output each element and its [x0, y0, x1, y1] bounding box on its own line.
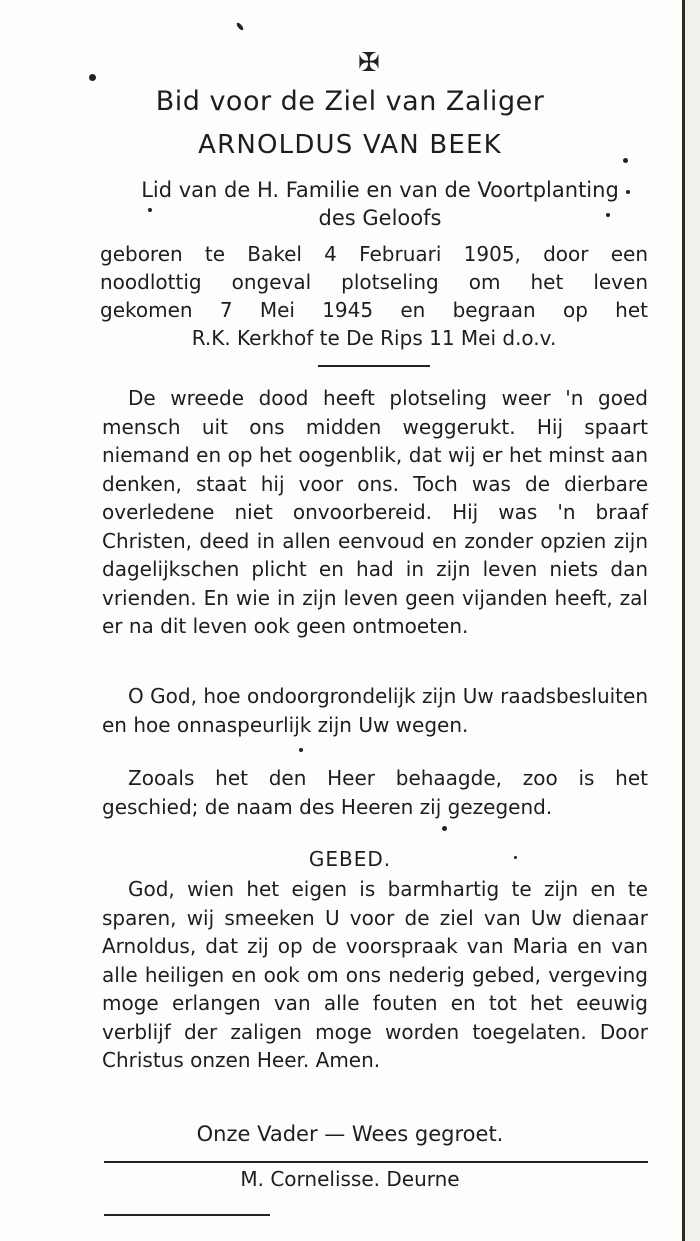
prayer-heading: GEBED.	[308, 847, 392, 871]
birth-line: geboren te Bakel 4 Februari 1905, door een	[100, 242, 648, 266]
printer-credit: M. Cornelisse. Deurne	[240, 1167, 460, 1191]
scan-speck	[442, 826, 447, 831]
birth-death-details	[100, 240, 648, 352]
paragraph-intro: De wreede dood heeft plotseling weer 'n goed mensch uit ons midden weggerukt. Hij spaart niemand en op het oogenblik, dat wij er het minst aan denken, staat hij voor ons. Toch was de dierbare overledene niet onvoorbereid. Hij was 'n braaf Christen, deed in allen eenvoud en zonder opzien zijn dagelijkschen plicht en had in zijn leven niets dan vrienden. En wie in zijn leven geen vijanden heeft, zal er na dit leven ook geen ontmoeten.	[102, 386, 648, 638]
scan-speck	[89, 74, 96, 81]
birth-line: gekomen 7 Mei 1945 en begraan op het	[100, 298, 648, 322]
paragraph-o-god: O God, hoe ondoorgrondelijk zijn Uw raadsbesluiten en hoe onnaspeurlijk zijn Uw wegen.	[102, 684, 648, 737]
birth-line: R.K. Kerkhof te De Rips 11 Mei d.o.v.	[191, 326, 557, 350]
page-edge-shadow	[685, 0, 700, 1241]
divider	[104, 1214, 270, 1216]
deceased-name: ARNOLDUS VAN BEEK	[198, 130, 502, 160]
scan-speck	[626, 190, 630, 194]
prayer-text: God, wien het eigen is barmhartig te zijn en te sparen, wij smeeken U voor de ziel van Uw dienaar Arnoldus, dat zij op de voorspraak van Maria en van alle heiligen en ook om ons nederig gebed, vergeving moge erlangen van alle fouten en tot het eeuwig verblijf der zaligen moge worden toegelaten. Door Christus onzen Heer. Amen.	[102, 877, 648, 1072]
cross-icon: ✠	[358, 48, 380, 78]
membership-text: Lid van de H. Familie en van de Voortplanting des Geloofs	[141, 178, 619, 230]
card-title: Bid voor de Ziel van Zaliger	[155, 86, 545, 117]
page-edge-line	[682, 0, 685, 1241]
divider	[104, 1161, 648, 1163]
divider	[318, 365, 430, 367]
scan-speck	[236, 22, 245, 31]
birth-line: noodlottig ongeval plotseling om het leven	[100, 270, 648, 294]
scan-speck	[299, 748, 303, 752]
closing-prayers: Onze Vader — Wees gegroet.	[196, 1122, 504, 1146]
paragraph-zooals: Zooals het den Heer behaagde, zoo is het geschied; de naam des Heeren zij gezegend.	[102, 766, 648, 819]
